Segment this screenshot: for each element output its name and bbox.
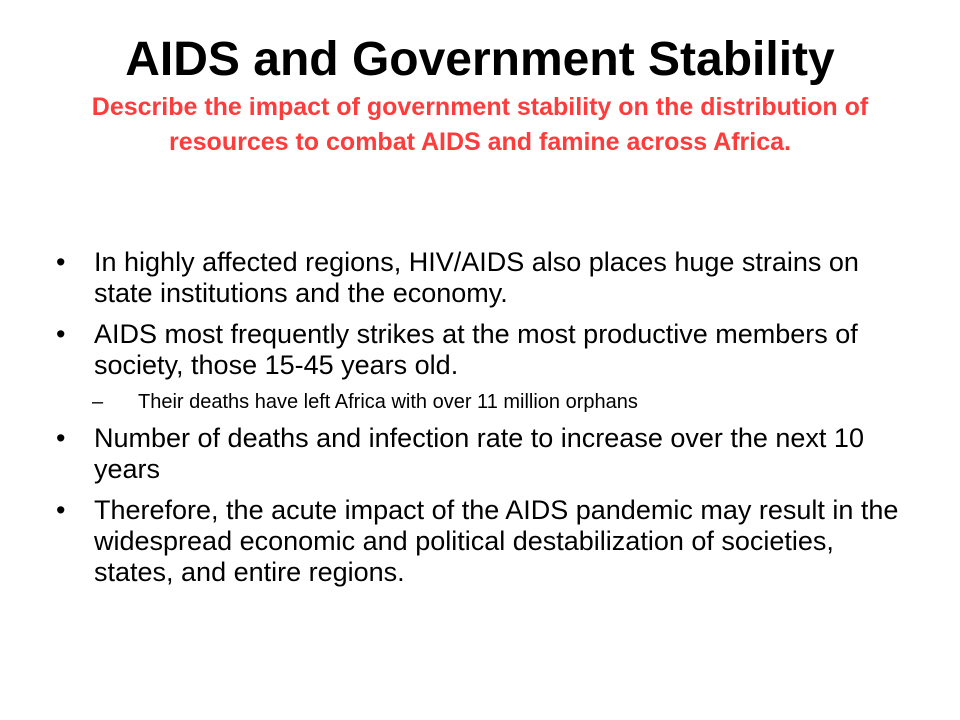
bullet-text: In highly affected regions, HIV/AIDS also places huge strains on state institutions and the economy. — [94, 247, 859, 308]
slide-title: AIDS and Government Stability — [125, 33, 835, 86]
bullet-item — [56, 495, 916, 588]
bullet-marker: • — [56, 247, 66, 277]
bullet-text: Number of deaths and infection rate to increase over the next 10 years — [94, 423, 864, 484]
sub-bullet-item — [56, 389, 916, 415]
slide-subtitle: Describe the impact of government stability on the distribution of resources to combat AIDS and famine across Africa. — [91, 93, 869, 156]
bullet-item — [56, 319, 916, 381]
bullet-marker: • — [56, 319, 66, 349]
bullet-marker: • — [56, 423, 66, 453]
bullet-item — [56, 423, 916, 485]
bullet-marker: • — [56, 495, 66, 525]
title-block — [40, 30, 920, 160]
bullet-text: AIDS most frequently strikes at the most productive members of society, those 15-45 years old. — [94, 319, 858, 380]
bullet-list — [56, 247, 916, 598]
bullet-item — [56, 247, 916, 309]
bullet-text: Therefore, the acute impact of the AIDS pandemic may result in the widespread economic and political destabilization of societies, states, and entire regions. — [94, 495, 899, 587]
sub-bullet-text: Their deaths have left Africa with over 11 million orphans — [138, 391, 638, 413]
sub-bullet-marker: – — [92, 391, 104, 413]
